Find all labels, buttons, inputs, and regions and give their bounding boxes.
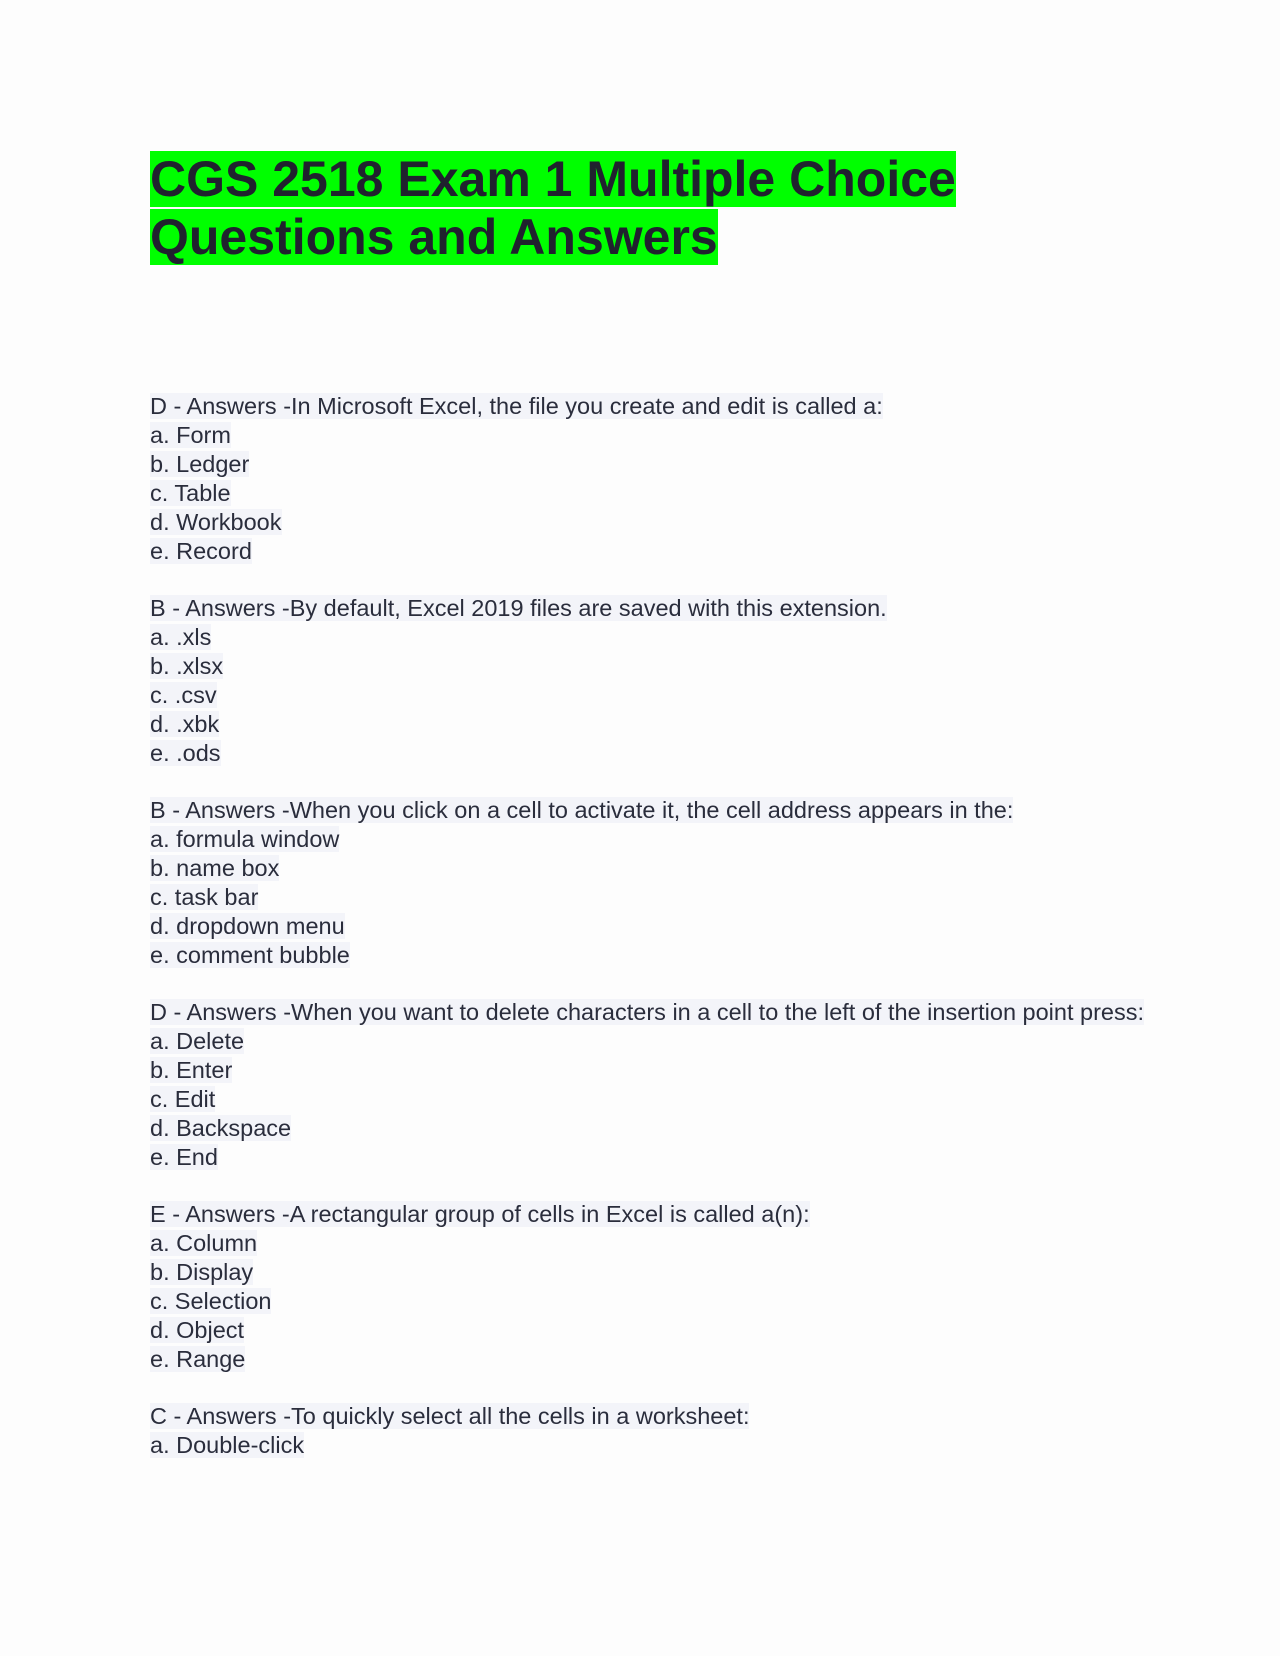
answer-option: e. End <box>150 1144 218 1170</box>
question-3 <box>150 796 1150 970</box>
question-list <box>150 392 1150 1460</box>
document-title <box>150 150 1150 266</box>
answer-option: d. Workbook <box>150 509 282 535</box>
answer-option: e. .ods <box>150 740 221 766</box>
answer-option: b. Enter <box>150 1057 233 1083</box>
question-2 <box>150 594 1150 768</box>
question-text: B - Answers -By default, Excel 2019 files are saved with this extension. <box>150 595 887 621</box>
answer-option: c. Edit <box>150 1086 216 1112</box>
answer-option: c. task bar <box>150 884 259 910</box>
document-title-text: CGS 2518 Exam 1 Multiple Choice Questions and Answers <box>150 151 956 265</box>
question-text: C - Answers -To quickly select all the cells in a worksheet: <box>150 1403 750 1429</box>
answer-option: c. Selection <box>150 1288 272 1314</box>
answer-option: a. Delete <box>150 1028 245 1054</box>
answer-option: e. Record <box>150 538 252 564</box>
question-5 <box>150 1200 1150 1374</box>
answer-option: a. Double-click <box>150 1432 305 1458</box>
question-text: D - Answers -When you want to delete characters in a cell to the left of the insertion point press: <box>150 999 1145 1025</box>
answer-option: a. Form <box>150 422 231 448</box>
answer-option: a. formula window <box>150 826 340 852</box>
question-text: E - Answers -A rectangular group of cells in Excel is called a(n): <box>150 1201 810 1227</box>
answer-option: d. dropdown menu <box>150 913 345 939</box>
answer-option: d. .xbk <box>150 711 220 737</box>
question-4 <box>150 998 1150 1172</box>
answer-option: d. Object <box>150 1317 245 1343</box>
answer-option: a. .xls <box>150 624 212 650</box>
answer-option: c. Table <box>150 480 231 506</box>
answer-option: d. Backspace <box>150 1115 292 1141</box>
answer-option: b. .xlsx <box>150 653 224 679</box>
answer-option: e. Range <box>150 1346 246 1372</box>
document-page <box>150 150 1150 1488</box>
question-text: D - Answers -In Microsoft Excel, the file you create and edit is called a: <box>150 393 883 419</box>
answer-option: e. comment bubble <box>150 942 350 968</box>
answer-option: b. Display <box>150 1259 254 1285</box>
answer-option: b. Ledger <box>150 451 250 477</box>
answer-option: a. Column <box>150 1230 258 1256</box>
question-1 <box>150 392 1150 566</box>
question-6 <box>150 1402 1150 1460</box>
answer-option: c. .csv <box>150 682 217 708</box>
question-text: B - Answers -When you click on a cell to activate it, the cell address appears in the: <box>150 797 1014 823</box>
answer-option: b. name box <box>150 855 280 881</box>
